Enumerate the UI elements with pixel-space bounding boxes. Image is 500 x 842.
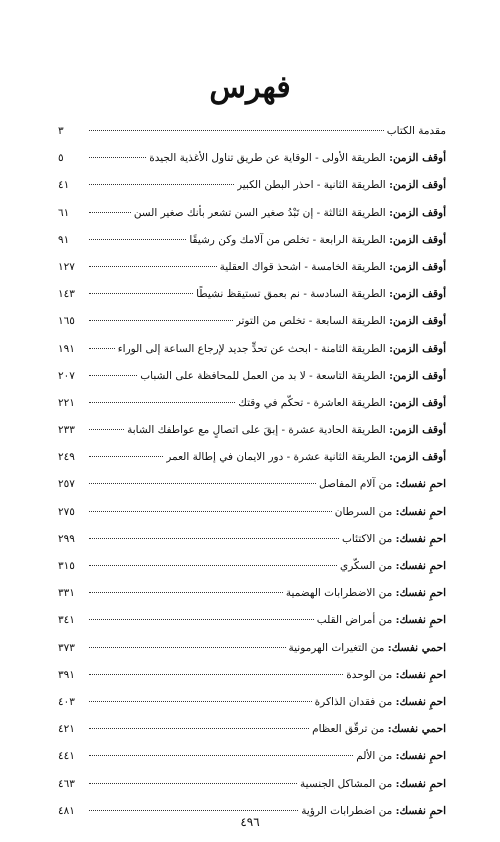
entry-title: من السرطان [334, 505, 393, 518]
dot-leader [89, 293, 193, 294]
entry-label [118, 336, 446, 363]
dot-leader [89, 565, 337, 566]
entry-page-number: ٤١ [58, 179, 70, 192]
entry-title: الطريقة الخامسة - اشحذ قواك العقلية [219, 260, 386, 273]
entry-label [317, 607, 446, 634]
entry-title: من السكّري [340, 560, 393, 572]
dot-leader [89, 619, 314, 620]
entry-page-number: ٥ [58, 152, 64, 165]
dot-leader [89, 239, 186, 240]
toc-entry [58, 390, 446, 417]
page-number: ٤٩٦ [240, 815, 260, 829]
entry-section-prefix: احمِ نفسك: [395, 750, 446, 763]
toc-entry [58, 580, 446, 607]
entry-section-prefix: احمِ نفسك: [395, 478, 446, 491]
entry-page-number: ٣ [58, 125, 64, 137]
entry-label [387, 118, 446, 145]
dot-leader [89, 483, 316, 484]
entry-title: من الألم [356, 750, 393, 763]
entry-label [300, 771, 446, 798]
dot-leader [89, 674, 343, 675]
entry-title: الطريقة الحادية عشرة - إبقَ على اتصالٍ مع عواطفك الشابة [127, 424, 386, 437]
page-title: فهرس [209, 70, 291, 105]
entry-title: الطريقة الثامنة - ابحث عن تحدٍّ جديد لإرجاع الساعة إلى الوراء [117, 342, 386, 355]
toc-entry [58, 662, 446, 689]
entry-title: من أمراض القلب [316, 614, 393, 627]
entry-section-prefix: أوقف الزمن: [389, 233, 446, 246]
entry-title: من آلام المفاصل [319, 478, 393, 491]
entry-section-prefix: احمِ نفسك: [395, 695, 446, 708]
entry-page-number: ٤٠٣ [58, 695, 75, 708]
toc-entry [58, 526, 446, 553]
toc-entry [58, 417, 446, 444]
dot-leader [89, 266, 217, 267]
entry-label [149, 145, 446, 172]
entry-page-number: ٤٤١ [58, 750, 75, 763]
entry-page-number: ٤٢١ [58, 723, 75, 736]
entry-title: من الاكتئاب [341, 532, 393, 545]
entry-section-prefix: احمِ نفسك: [395, 532, 446, 545]
dot-leader [89, 212, 131, 213]
entry-label [166, 444, 446, 471]
entry-page-number: ٣٣١ [58, 587, 75, 600]
entry-label [346, 662, 446, 689]
entry-label [236, 308, 446, 335]
dot-leader [89, 538, 339, 539]
entry-label [289, 635, 447, 662]
toc-entry [58, 363, 446, 390]
entry-title: الطريقة الأولى - الوقاية عن طريق تناول الأغذية الجيدة [149, 152, 386, 165]
entry-page-number: ٢٤٩ [58, 451, 75, 464]
entry-page-number: ٢٠٧ [58, 369, 75, 382]
entry-page-number: ٢٢١ [58, 396, 75, 409]
entry-section-prefix: احمِ نفسك: [395, 668, 446, 681]
dot-leader [89, 157, 146, 158]
entry-title: من المشاكل الجنسية [300, 777, 393, 790]
entry-label [319, 471, 446, 498]
entry-label [286, 580, 446, 607]
dot-leader [89, 701, 312, 702]
entry-label [134, 200, 446, 227]
toc-entry [58, 553, 446, 580]
entry-label [356, 743, 446, 770]
entry-label [342, 526, 446, 553]
toc-entry [58, 716, 446, 743]
entry-section-prefix: احمِ نفسك: [395, 587, 446, 600]
dot-leader [89, 348, 115, 349]
toc-entry [58, 254, 446, 281]
entry-section-prefix: احمي نفسك: [387, 641, 446, 654]
entry-label [238, 390, 446, 417]
toc-entry [58, 689, 446, 716]
entry-section-prefix: أوقف الزمن: [389, 369, 446, 382]
entry-section-prefix: أوقف الزمن: [389, 396, 446, 409]
entry-label [220, 254, 446, 281]
dot-leader [89, 592, 283, 593]
toc-entry [58, 118, 446, 145]
entry-title: الطريقة العاشرة - تحكّم في وقتك [238, 396, 386, 409]
dot-leader [89, 375, 137, 376]
entry-page-number: ١٤٣ [58, 288, 75, 301]
entry-section-prefix: أوقف الزمن: [389, 152, 446, 165]
entry-page-number: ٣٧٣ [58, 641, 75, 654]
entry-section-prefix: احمِ نفسك: [395, 560, 446, 572]
entry-section-prefix: أوقف الزمن: [389, 451, 446, 464]
toc-entry [58, 336, 446, 363]
entry-section-prefix: أوقف الزمن: [389, 260, 446, 273]
entry-label [312, 716, 446, 743]
toc-entry [58, 281, 446, 308]
toc-entry [58, 471, 446, 498]
dot-leader [89, 320, 233, 321]
entry-title: مقدمة الكتاب [386, 125, 446, 137]
entry-title: الطريقة الرابعة - تخلص من آلامك وكن رشيقًا [189, 233, 386, 246]
entry-title: الطريقة السابعة - تخلص من التوتر [235, 315, 386, 328]
dot-leader [89, 184, 234, 185]
entry-title: الطريقة الثانية - احذر البطن الكبير [236, 179, 386, 192]
toc-entry [58, 308, 446, 335]
entry-section-prefix: أوقف الزمن: [389, 315, 446, 328]
entry-page-number: ٤٨١ [58, 804, 75, 817]
entry-page-number: ٩١ [58, 233, 70, 246]
entry-page-number: ٢٥٧ [58, 478, 75, 491]
entry-label [127, 417, 446, 444]
entry-page-number: ٢٣٣ [58, 424, 75, 437]
entry-page-number: ٤٦٣ [58, 777, 75, 790]
entry-label [340, 553, 446, 580]
entry-page-number: ١٢٧ [58, 260, 75, 273]
dot-leader [89, 810, 298, 811]
entry-label [237, 172, 446, 199]
entry-title: من الوحدة [346, 668, 393, 681]
entry-title: من فقدان الذاكرة [314, 695, 393, 708]
entry-title: من اضطرابات الرؤية [301, 804, 393, 817]
entry-page-number: ٢٧٥ [58, 505, 75, 518]
dot-leader [89, 755, 353, 756]
entry-page-number: ٣١٥ [58, 560, 75, 572]
entry-section-prefix: احمي نفسك: [387, 723, 446, 736]
entry-page-number: ٣٩١ [58, 668, 75, 681]
entry-title: الطريقة التاسعة - لا بد من العمل للمحافظة على الشباب [140, 369, 386, 382]
entry-page-number: ١٩١ [58, 342, 75, 355]
dot-leader [89, 456, 163, 457]
entry-label [196, 281, 446, 308]
entry-title: من التغيرات الهرمونية [288, 641, 385, 654]
toc-entry [58, 227, 446, 254]
entry-section-prefix: أوقف الزمن: [389, 342, 446, 355]
entry-section-prefix: احمِ نفسك: [395, 777, 446, 790]
entry-label [140, 363, 446, 390]
entry-label [189, 227, 446, 254]
entry-section-prefix: أوقف الزمن: [389, 206, 446, 219]
toc-entry [58, 145, 446, 172]
toc-entry [58, 499, 446, 526]
dot-leader [89, 511, 332, 512]
entry-page-number: ٦١ [58, 206, 70, 219]
toc-entry [58, 444, 446, 471]
dot-leader [89, 728, 309, 729]
entry-label [335, 499, 446, 526]
entry-label [315, 689, 446, 716]
entry-section-prefix: احمِ نفسك: [395, 505, 446, 518]
entry-section-prefix: احمِ نفسك: [395, 804, 446, 817]
entry-title: من الاضطرابات الهضمية [285, 587, 393, 600]
table-of-contents [58, 118, 446, 825]
toc-entry [58, 635, 446, 662]
entry-title: الطريقة السادسة - نم بعمق تستيقظ نشيطًا [196, 288, 386, 301]
entry-title: الطريقة الثالثة - إن تَبْدُ صغير السن تشعر بأنك صغير السن [133, 206, 386, 219]
toc-entry [58, 743, 446, 770]
dot-leader [89, 783, 297, 784]
entry-section-prefix: أوقف الزمن: [389, 424, 446, 437]
entry-page-number: ٣٤١ [58, 614, 75, 627]
entry-title: من ترقّق العظام [312, 723, 385, 736]
entry-page-number: ١٦٥ [58, 315, 75, 328]
dot-leader [89, 429, 124, 430]
toc-entry [58, 172, 446, 199]
entry-section-prefix: أوقف الزمن: [389, 288, 446, 301]
toc-entry [58, 771, 446, 798]
dot-leader [89, 647, 286, 648]
entry-section-prefix: احمِ نفسك: [395, 614, 446, 627]
toc-entry [58, 607, 446, 634]
entry-title: الطريقة الثانية عشرة - دور الايمان في إطالة العمر [166, 451, 386, 464]
dot-leader [89, 130, 384, 131]
dot-leader [89, 402, 235, 403]
toc-entry [58, 200, 446, 227]
entry-section-prefix: أوقف الزمن: [389, 179, 446, 192]
entry-page-number: ٢٩٩ [58, 532, 75, 545]
